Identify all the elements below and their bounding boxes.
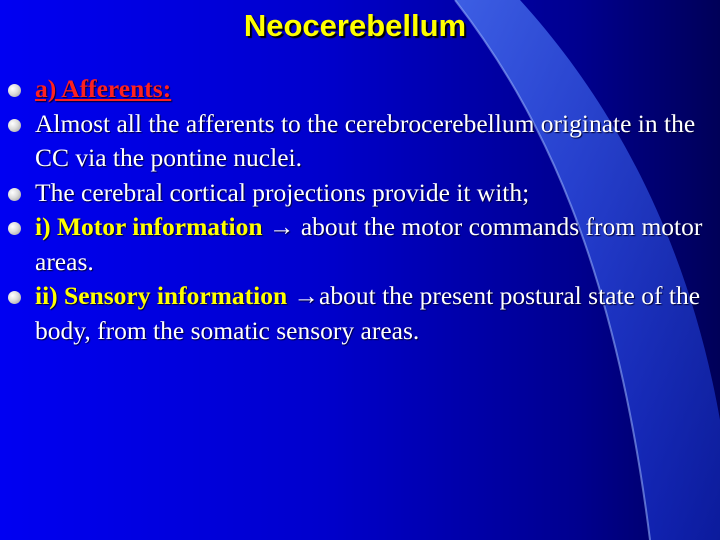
bullet-text: The cerebral cortical projections provide it with; bbox=[35, 177, 530, 207]
bullet-text: Almost all the afferents to the cerebrocerebellum originate in the CC via the pontine nuclei. bbox=[35, 108, 696, 172]
bullet-dot-icon bbox=[8, 84, 21, 97]
bullet-dot-icon bbox=[8, 188, 21, 201]
bullet-motor-information bbox=[8, 210, 708, 279]
bullet-dot-icon bbox=[8, 291, 21, 304]
bullet-afferents-heading bbox=[8, 72, 708, 107]
bullet-list bbox=[8, 72, 708, 348]
slide-title: Neocerebellum bbox=[243, 8, 467, 43]
bullet-afferents-origin bbox=[8, 107, 708, 176]
motor-information-label: i) Motor information bbox=[35, 212, 263, 241]
afferents-heading-link[interactable]: a) Afferents: bbox=[35, 74, 172, 103]
bullet-dot-icon bbox=[8, 119, 21, 132]
bullet-dot-icon bbox=[8, 222, 21, 235]
bullet-text: → about the motor commands from motor areas. bbox=[35, 212, 703, 276]
bullet-cortical-projections bbox=[8, 176, 708, 211]
sensory-information-label: ii) Sensory information bbox=[35, 281, 288, 310]
bullet-text: →about the present postural state of the body, from the somatic sensory areas. bbox=[35, 281, 701, 345]
bullet-sensory-information bbox=[8, 279, 708, 348]
